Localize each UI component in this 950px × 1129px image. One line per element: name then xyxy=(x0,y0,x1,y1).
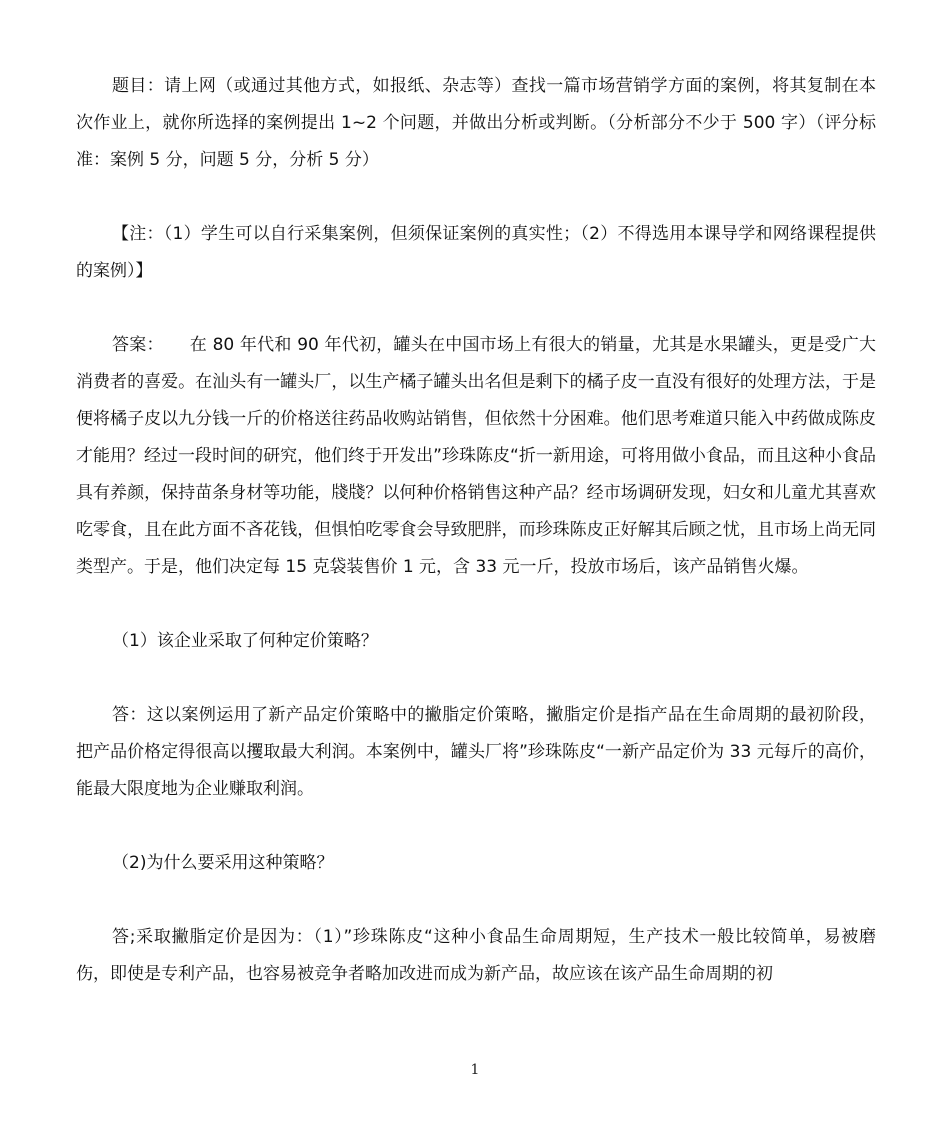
question-2: （2)为什么要采用这种策略？ xyxy=(112,853,334,873)
case-text: 答案： 在 80 年代和 90 年代初，罐头在中国市场上有很大的销量，尤其是水果罐头，更是受广大消费者的喜爱。在汕头有一罐头厂，以生产橘子罐头出名但是剩下的橘子皮一直没有很好的处理方法，于是便将橘子皮以九分钱一斤的价格送往药品收购站销售，但依然十分困难。他们思考难道只能入中药做成陈皮才能用？经过一段时间的研究，他们终于开发出”珍珠陈皮“折一新用途，可将用做小食品，而且这种小食品具有养颜，保持苗条身材等功能，牋牋？以何种价格销售这种产品？经市场调研发现，妇女和儿童尤其喜欢吃零食，且在此方面不吝花钱，但惧怕吃零食会导致肥胖，而珍珠陈皮正好解其后顾之忧，且市场上尚无同类型产。于是，他们决定每 15 克袋装售价 1 元，含 33 元一斤，投放市场后，该产品销售火爆。 xyxy=(76,335,876,577)
paragraph-gap xyxy=(76,290,876,327)
answer-1: 答：这以案例运用了新产品定价策略中的撇脂定价策略，撇脂定价是指产品在生命周期的最初阶段，把产品价格定得很高以攫取最大利润。本案例中，罐头厂将”珍珠陈皮“一新产品定价为 33 元每斤的高价，能最大限度地为企业赚取利润。 xyxy=(76,705,876,799)
document-body xyxy=(76,68,876,993)
paragraph-gap xyxy=(76,660,876,697)
assignment-task: 题目：请上网（或通过其他方式，如报纸、杂志等）查找一篇市场营销学方面的案例，将其复制在本次作业上，就你所选择的案例提出 1~2 个问题，并做出分析或判断。（分析部分不少于 500 字）（评分标准：案例 5 分，问题 5 分，分析 5 分） xyxy=(76,76,876,170)
question-1: （1）该企业采取了何种定价策略？ xyxy=(112,631,378,651)
paragraph-gap xyxy=(76,808,876,845)
answer-2: 答;采取撇脂定价是因为：（1）”珍珠陈皮“这种小食品生命周期短，生产技术一般比较简单，易被磨伤，即使是专利产品，也容易被竞争者略加改进而成为新产品，故应该在该产品生命周期的初 xyxy=(76,927,876,984)
paragraph-gap xyxy=(76,179,876,216)
paragraph-gap xyxy=(76,882,876,919)
paragraph-gap xyxy=(76,586,876,623)
assignment-note: 【注：（1）学生可以自行采集案例，但须保证案例的真实性；（2）不得选用本课导学和网络课程提供的案例）】 xyxy=(76,224,876,281)
page-number: 1 xyxy=(470,1062,480,1078)
